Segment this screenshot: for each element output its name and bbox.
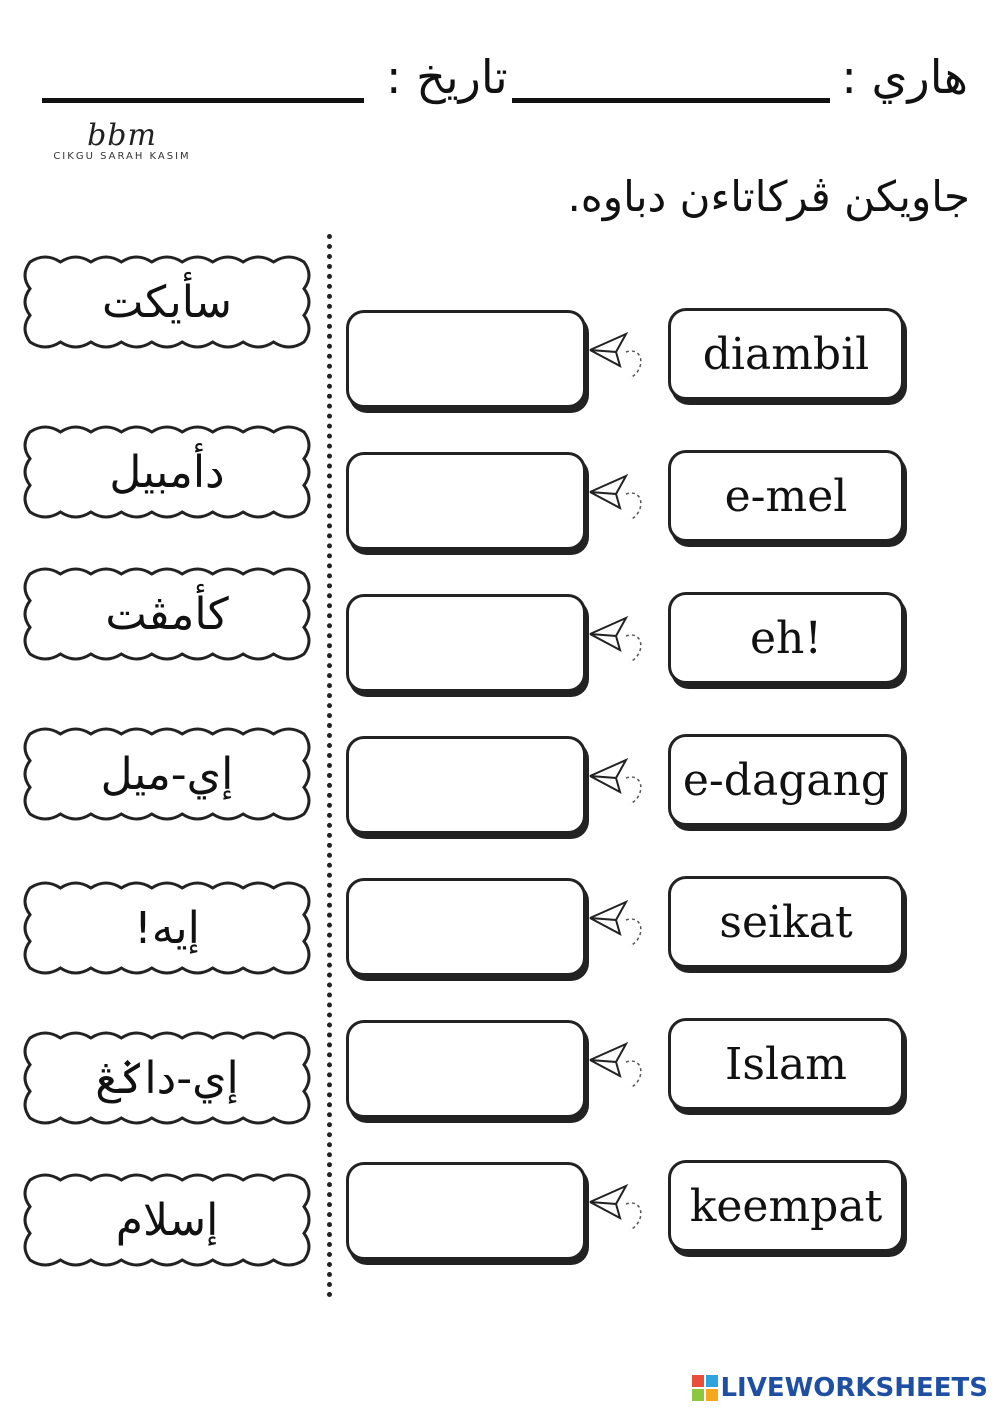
liveworksheets-text: LIVEWORKSHEETS: [720, 1373, 988, 1403]
rumi-word-box: e-dagang: [668, 734, 904, 826]
logo-author: CIKGU SARAH KASIM: [53, 151, 191, 162]
liveworksheets-logo: [692, 1372, 988, 1404]
jawi-cloud: [22, 566, 312, 662]
hari-input-line: [512, 98, 830, 103]
jawi-word: سأيکت: [101, 276, 233, 328]
paper-plane-icon: [586, 606, 666, 672]
jawi-word: كأمڤت: [105, 588, 229, 640]
jawi-cloud: [22, 726, 312, 822]
jawi-cloud: [22, 254, 312, 350]
answer-input[interactable]: [346, 1020, 586, 1118]
instruction-text: جاويكن ڤركاتاءن دباوه.: [567, 172, 970, 221]
tarikh-label: تاريخ :: [386, 50, 508, 104]
logo-mark: bbm: [87, 118, 157, 153]
dotted-divider: [327, 234, 332, 1298]
answer-input[interactable]: [346, 1162, 586, 1260]
paper-plane-icon: [586, 464, 666, 530]
paper-plane-icon: [586, 1032, 666, 1098]
header: [0, 40, 1000, 120]
author-logo: [52, 118, 192, 162]
jawi-word: دأمبيل: [109, 446, 225, 498]
answer-input[interactable]: [346, 878, 586, 976]
jawi-cloud: [22, 424, 312, 520]
rumi-word-box: e-mel: [668, 450, 904, 542]
rumi-word-box: Islam: [668, 1018, 904, 1110]
jawi-cloud: [22, 1172, 312, 1268]
rumi-word-box: diambil: [668, 308, 904, 400]
rumi-word-box: keempat: [668, 1160, 904, 1252]
jawi-word: إيه!: [134, 902, 200, 954]
jawi-cloud: [22, 880, 312, 976]
jawi-word: إي-ميل: [100, 748, 234, 800]
rumi-word-box: eh!: [668, 592, 904, 684]
jawi-word: إي-داݢڠ: [95, 1052, 239, 1104]
paper-plane-icon: [586, 890, 666, 956]
tarikh-input-line: [42, 98, 364, 103]
paper-plane-icon: [586, 748, 666, 814]
paper-plane-icon: [586, 322, 666, 388]
answer-input[interactable]: [346, 310, 586, 408]
jawi-word: إسلام: [115, 1194, 219, 1246]
hari-label: هاري :: [841, 50, 968, 104]
answer-input[interactable]: [346, 452, 586, 550]
answer-input[interactable]: [346, 736, 586, 834]
rumi-word-box: seikat: [668, 876, 904, 968]
answer-input[interactable]: [346, 594, 586, 692]
jawi-cloud: [22, 1030, 312, 1126]
paper-plane-icon: [586, 1174, 666, 1240]
liveworksheets-icon: [692, 1375, 718, 1401]
